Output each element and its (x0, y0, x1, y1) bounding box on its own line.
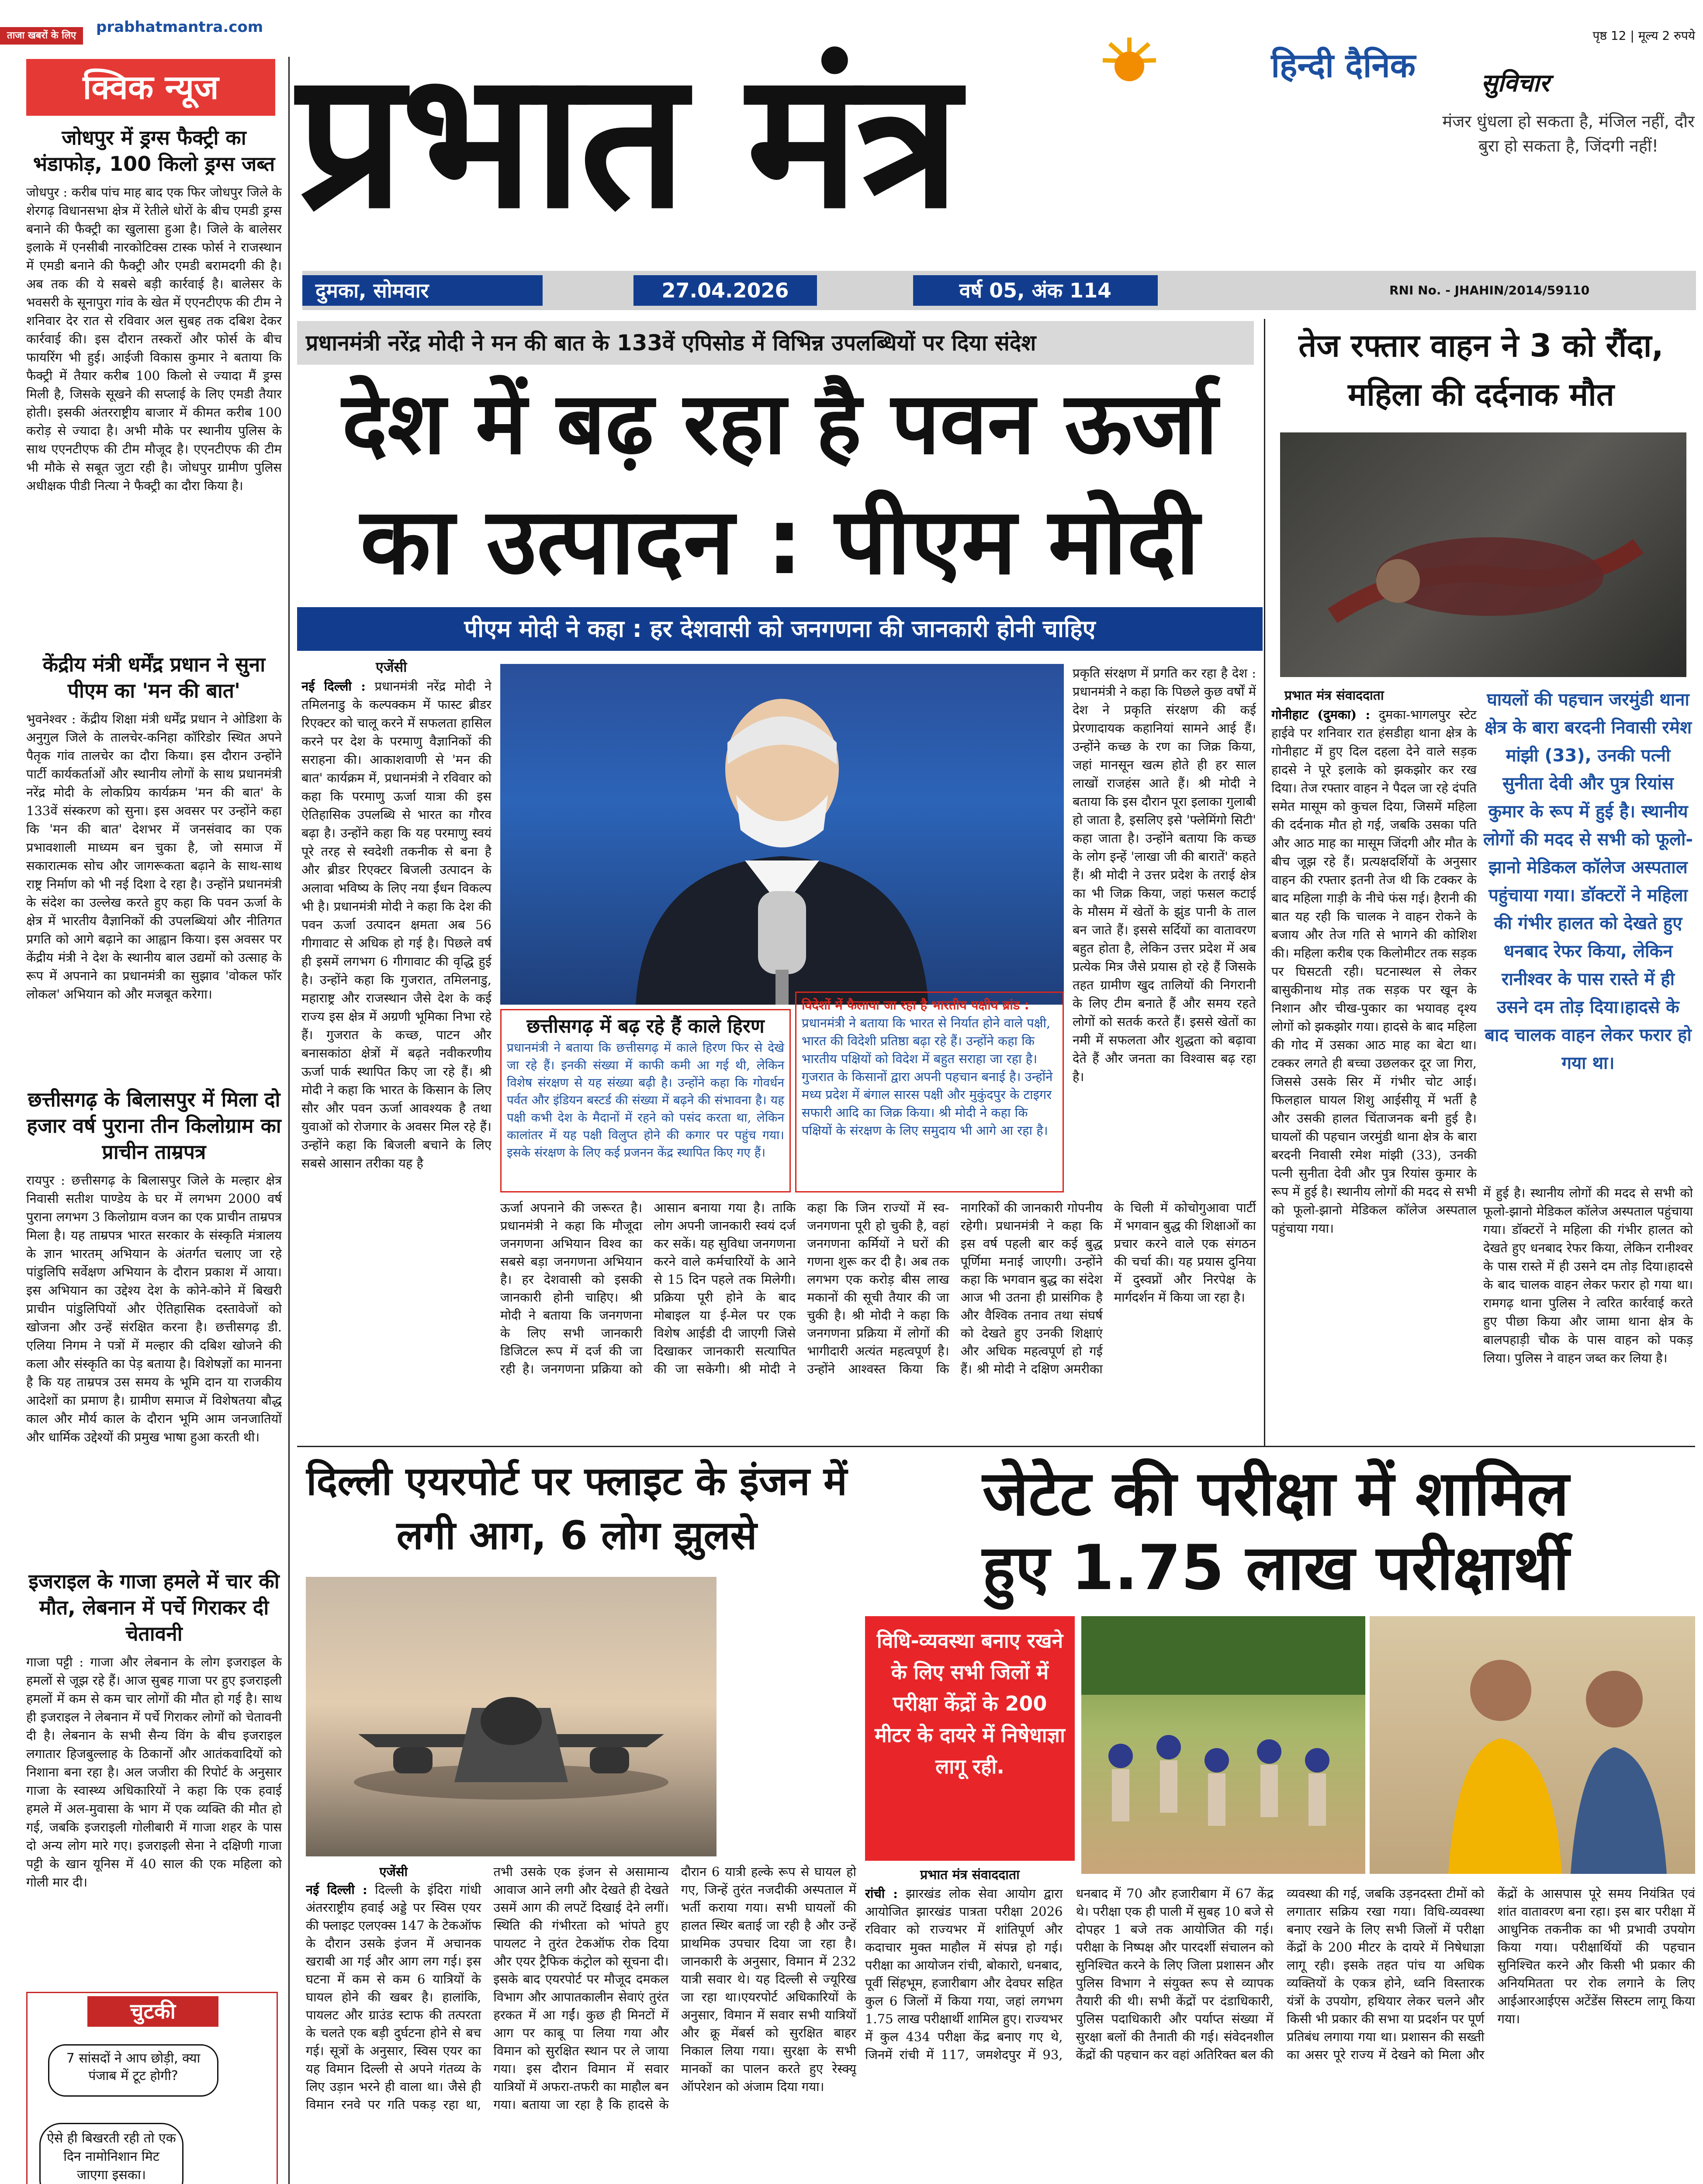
page-info: पृष्ठ 12 | मूल्य 2 रुपये (1592, 28, 1695, 43)
qn-body-3: रायपुर : छत्तीसगढ़ के बिलासपुर जिले के मल्हार क्षेत्र निवासी सतीश पाण्डेय के घर में लगभग 2000 वर्ष पुराना लगभग 3 किलोग्राम वजन का एक प्राचीन ताम्रपत्र मिला है। यह ताम्रपत्र भारत सरकार के संस्कृति मंत्रालय के ज्ञान भारतम् अभियान के अंतर्गत चलाए जा रहे पांडुलिपि सर्वेक्षण अभियान के दौरान प्रकाश में आया। इस अभियान का उद्देश्य देश के कोने-कोने में बिखरी प्राचीन पांडुलिपियों और ऐतिहासिक दस्तावेजों को खोजना और उन्हें संरक्षित करना है। छत्तीसगढ़ डी. एलिया निगम ने पत्रों में मल्हार की दबिश खोजने की कला और संस्कृति का पेड़ बताया है। विशेषज्ञों का मानना है कि यह ताम्रपत्र उस समय के भूमि दान या राजकीय आदेशों का प्रमाण है। ग्रामीण समाज में विशेषतया बौद्ध काल और मौर्य काल के दौरान भूमि आम जनजातियों और धार्मिक उद्देश्यों की प्रमुख भाषा हुआ करती थी। (26, 1173, 282, 1444)
lead-headline-2: का उत्पादन : पीएम मोदी (360, 488, 1200, 595)
airport-headline: दिल्ली एयरपोर्ट पर फ्लाइट के इंजन में लगी आग, 6 लोग झुलसे (306, 1458, 847, 1559)
airport-byline: एजेंसी (379, 1864, 408, 1879)
sun-icon (1101, 35, 1158, 87)
mid-page-rule (297, 1446, 1695, 1447)
issue-date: 27.04.2026 (633, 275, 817, 306)
jtet-headline-2: हुए 1.75 लाख परीक्षार्थी (982, 1532, 1569, 1604)
city-day: दुमका, सोमवार (302, 275, 543, 306)
lead-subhead: पीएम मोदी ने कहा : हर देशवासी को जनगणना की जानकारी होनी चाहिए (297, 607, 1263, 651)
lead-kicker: प्रधानमंत्री नरेंद्र मोदी ने मन की बात के 133वें एपिसोड में विभिन्न उपलब्धियों पर दिया संदेश (297, 321, 1254, 365)
jtet-dateline: रांची : (865, 1886, 898, 1901)
accident-body-text: दुमका-भागलपुर स्टेट हाईवे पर शनिवार रात हंसडीहा थाना क्षेत्र के गोनीहाट में हुए दिल दहला देने वाले सड़क हादसे ने पूरे इलाके को झकझोर कर रख दिया। तेज रफ्तार वाहन ने पैदल जा रहे दंपति समेत मासूम को कुचल दिया, जिसमें महिला की दर्दनाक मौत हो गई, जबकि उसका पति और आठ माह का मासूम जिंदगी और मौत के बीच जूझ रहे हैं। प्रत्यक्षदर्शियों के अनुसार वाहन की रफ्तार इतनी तेज थी कि टक्कर के बाद महिला गाड़ी के नीचे फंस गई। हैरानी की बात यह रही कि चालक ने वाहन रोकने के बजाय और तेज गति से भागने की कोशिश की। महिला करीब एक किलोमीटर तक सड़क पर घिसटती रही। घटनास्थल से लेकर बासुकीनाथ मोड़ तक सड़क पर खून के निशान और चीख-पुकार का भयावह दृश्य लोगों को झकझोर गया। हादसे के बाद महिला की गोद में उसका आठ माह का बेटा था। टक्कर लगते ही बच्चा उछलकर दूर जा गिरा, जिससे उसके सिर में गंभीर चोट आई। फिलहाल घायल शिशु आईसीयू में भर्ती है और उसकी हालत चिंताजनक बनी हुई है। घायलों की पहचान जरमुंडी थाना क्षेत्र के बारा बरदनी निवासी रमेश मांझी (33), उनकी पत्नी सुनीता देवी और पुत्र रियांस कुमार के रूप में हुई है। स्थानीय लोगों की मदद से सभी को फूलो-झानो मेडिकल कॉलेज अस्पताल पहुंचाया गया। (1271, 707, 1477, 1236)
sun-logo (1101, 35, 1158, 87)
accident-headline: तेज रफ्तार वाहन ने 3 को रौंदा, महिला की दर्दनाक मौत (1298, 327, 1664, 413)
airport-body (306, 1863, 856, 2184)
masthead-tag: ताजा खबरों के लिए देखें (0, 27, 83, 45)
cartoon-bubble-1: 7 सांसदों ने आप छोड़ी, क्या पंजाब में टूट होगी? (48, 2044, 218, 2097)
inset-hiran (500, 1009, 791, 1192)
airport-body-text: दिल्ली के इंदिरा गांधी अंतरराष्ट्रीय हवाई अड्डे पर स्विस एयर की फ्लाइट एलएक्स 147 के टेकऑफ के दौरान उसके इंजन में अचानक खराबी आ गई और आग लग गई। इस घटना में कम से कम 6 यात्रियों के घायल होने की खबर है। हालांकि, पायलट और ग्राउंड स्टाफ की तत्परता के चलते एक बड़ी दुर्घटना होने से बच गई। सूत्रों के अनुसार, स्विस एयर का यह विमान दिल्ली से अपने गंतव्य के लिए उड़ान भरने ही वाला था। जैसे ही विमान रनवे पर गति पकड़ रहा था, तभी उसके एक इंजन से असामान्य आवाज आने लगी और देखते ही देखते उसमें आग की लपटें दिखाई देने लगीं। स्थिति की गंभीरता को भांपते हुए पायलट ने तुरंत टेकऑफ रोक दिया और एयर ट्रैफिक कंट्रोल को सूचना दी। इसके बाद एयरपोर्ट पर मौजूद दमकल विभाग और आपातकालीन सेवाएं तुरंत हरकत में आ गईं। कुछ ही मिनटों में आग पर काबू पा लिया गया और विमान को सुरक्षित स्थान पर ले जाया गया। इस दौरान विमान में सवार यात्रियों में अफरा-तफरी का माहौल बन गया। बताया जा रहा है कि हादसे के दौरान 6 यात्री हल्के रूप से घायल हो गए, जिन्हें तुरंत नजदीकी अस्पताल में भर्ती कराया गया। सभी घायलों की हालत स्थिर बताई जा रही है और उन्हें प्राथमिक उपचार दिया जा रहा है। जानकारी के अनुसार, विमान में 232 यात्री सवार थे। यह दिल्ली से ज्यूरिख जा रहा था।एयरपोर्ट अधिकारियों के अनुसार, विमान में सवार सभी यात्रियों और क्रू मेंबर्स को सुरक्षित बाहर निकाल लिया गया। सुरक्षा के सभी मानकों का पालन करते हुए रेस्क्यू ऑपरेशन को अंजाम दिया गया। (306, 1864, 856, 2112)
issue-edition: वर्ष 05, अंक 114 (913, 275, 1158, 306)
cartoon-title: चुटकी (87, 1996, 218, 2027)
lead-continued: ऊर्जा अपनाने की जरूरत है। प्रधानमंत्री ने कहा कि मौजूदा जनगणना अभियान विश्व का सबसे बड़ा जनगणना अभियान है। हर देशवासी को इसकी जानकारी होनी चाहिए। श्री मोदी ने बताया कि जनगणना के लिए सभी जानकारी डिजिटल रूप में दर्ज की जा रही है। जनगणना प्रक्रिया को आसान बनाया गया है। ताकि लोग अपनी जानकारी स्वयं दर्ज कर सकें। यह सुविधा जनगणना करने वाले कर्मचारियों के आने से 15 दिन पहले तक मिलेगी। प्रक्रिया पूरी होने के बाद मोबाइल या ई-मेल पर एक विशेष आईडी दी जाएगी जिसे दिखाकर जानकारी सत्यापित की जा सकेगी। श्री मोदी ने कहा कि जिन राज्यों में स्व-जनगणना पूरी हो चुकी है, वहां जनगणना कर्मियों ने घरों की गणना शुरू कर दी है। अब तक लगभग एक करोड़ बीस लाख मकानों की सूची तैयार की जा चुकी है। श्री मोदी ने कहा कि जनगणना प्रक्रिया में लोगों की भागीदारी अत्यंत महत्वपूर्ण है। उन्होंने आश्वस्त किया कि नागरिकों की जानकारी गोपनीय रहेगी। प्रधानमंत्री ने कहा कि इस वर्ष पहली बार कई बुद्ध पूर्णिमा मनाई जाएगी। उन्होंने कहा कि भगवान बुद्ध का संदेश आज भी उतना ही प्रासंगिक है और वैश्विक तनाव तथा संघर्ष को देखते हुए उनकी शिक्षाएं और अधिक महत्वपूर्ण हो गई हैं। श्री मोदी ने दक्षिण अमरीका के चिली में कोचोगुआवा पार्टी में भगवान बुद्ध की शिक्षाओं का प्रचार करने वाले एक संगठन की चर्चा की। यह प्रयास दुनिया में दुस्वप्नों और निरपेक्ष के मार्गदर्शन में किया जा रहा है। (500, 1200, 1256, 1376)
right-column-divider (1264, 319, 1265, 1446)
inset-panchi-title: विदेशों में फैलाया जा रहा है भारतीय पक्षीय ब्रांड : (802, 998, 1029, 1013)
jtet-byline: प्रभात मंत्र संवाददाता (920, 1867, 1020, 1883)
jtet-photo-2 (1370, 1616, 1695, 1874)
cartoon-bubble-2: ऐसे ही बिखरती रही तो एक दिन नामोनिशान मिट जाएगा इसका। (39, 2123, 183, 2184)
qn-headline-4: इजराइल के गाजा हमले में चार की मौत, लेबनान में पर्चे गिराकर दी चेतावनी (28, 1569, 280, 1645)
qn-body-2: भुवनेश्वर : केंद्रीय शिक्षा मंत्री धर्मेंद्र प्रधान ने ओडिशा के अनुगुल जिले के तालचेर-कनिहा कॉरिडोर स्थित अपने पैतृक गांव तालचेर का दौरा किया। इस दौरान उन्होंने पार्टी कार्यकर्ताओं और स्थानीय लोगों के साथ प्रधानमंत्री नरेंद्र मोदी के लोकप्रिय कार्यक्रम 'मन की बात' के 133वें संस्करण को सुना। इस अवसर पर उन्होंने कहा कि 'मन की बात' देशभर में जनसंवाद का एक प्रभावशाली माध्यम बन चुका है, जो समाज में सकारात्मक सोच और जागरूकता बढ़ाने के साथ-साथ राष्ट्र निर्माण को भी नई दिशा दे रहा है। उन्होंने प्रधानमंत्री के संदेश का उल्लेख करते हुए कहा कि पवन ऊर्जा के क्षेत्र में भारतीय वैज्ञानिकों की उपलब्धियां और नीतिगत प्रगति को आगे बढ़ाने का आह्वान किया। इस अवसर पर केंद्रीय मंत्री ने देश के स्थानीय बाल उद्यमों को उत्साह के रूप में अपनाने का प्रधानमंत्री का सुझाव 'वोकल फॉर लोकल' अभियान को और मजबूत करेगा। (26, 712, 282, 1002)
qn-headline-1: जोधपुर में ड्रग्स फैक्ट्री का भंडाफोड़, 100 किलो ड्रग्स जब्त (33, 126, 275, 176)
thought-text: मंजर धुंधला हो सकता है, मंजिल नहीं, दौर बुरा हो सकता है, जिंदगी नहीं! (1442, 112, 1695, 156)
jtet-photo-1 (1081, 1616, 1365, 1874)
website-link[interactable]: prabhatmantra.com (96, 18, 263, 36)
thought-title: सुविचार (1481, 69, 1550, 97)
inset-panchi-body: प्रधानमंत्री ने बताया कि भारत से निर्यात होने वाले पक्षी, भारत की विदेशी प्रतिष्ठा बढ़ा रहे हैं। उन्होंने कहा कि भारतीय पक्षियों को विदेश में बहुत सराहा जा रहा है। गुजरात के किसानों द्वारा अपनी पहचान बनाई है। उन्होंने मध्य प्रदेश में बंगाल सारस पक्षी और मुकुंदपुर के टाइगर सफारी आदि का जिक्र किया। श्री मोदी ने कहा कि पक्षियों के संरक्षण के लिए समुदाय भी आगे आ रहा है। (802, 1016, 1053, 1138)
inset-panchi (795, 992, 1064, 1192)
modi-photo (500, 664, 1064, 1005)
lead-body-col-right: प्रकृति संरक्षण में प्रगति कर रहा है देश : प्रधानमंत्री ने कहा कि पिछले कुछ वर्षों में देश ने प्रकृति संरक्षण की कई प्रेरणादायक कहानियां सामने आई हैं। उन्होंने कच्छ के रण का जिक्र किया, जहां मानसून खत्म होते ही हर साल लाखों राजहंस आते हैं। श्री मोदी ने बताया कि इस दौरान पूरा इलाका गुलाबी हो जाता है, इसलिए इसे 'फ्लेमिंगो सिटी' कहा जाता है। उन्होंने बताया कि कच्छ के लोग इन्हें 'लाखा जी की बारातें' कहते हैं। श्री मोदी ने उत्तर प्रदेश के तराई क्षेत्र का भी जिक्र किया, जहां फसल कटाई के मौसम में खेतों के झुंड पानी के ताल बन जाते हैं। इससे सर्दियों का वातावरण बहुत होता है, लेकिन उत्तर प्रदेश में अब प्रत्येक मित्र जैसे प्रयास हो रहे हैं जिसके तहत ग्रामीण खुद तालियों की निगरानी के लिए टीम बनाते हैं और समय रहते लोगों को सतर्क करते हैं। इससे खेतों का नमी में सफलता और शुद्धता को बढ़ावा देते हैं और जनता का विश्वास बढ़ रहा है। (1073, 666, 1256, 1084)
lead-body-col1 (301, 677, 492, 1184)
accident-body (1271, 705, 1477, 1444)
qn-headline-2: केंद्रीय मंत्री धर्मेंद्र प्रधान ने सुना पीएम का 'मन की बात' (42, 653, 266, 702)
qn-body-4: गाजा पट्टी : गाजा और लेबनान के लोग इजराइल के हमलों से जूझ रहे हैं। आज सुबह गाजा पर हुए इजराइली हमलों में कम से कम चार लोगों की मौत हो गई है। साथ ही इजराइल ने लेबनान में पर्चे गिराकर लोगों को चेतावनी दी है। लेबनान के सभी सैन्य विंग के बीच इजराइल लगातार हिजबुल्लाह के ठिकानों और आतंकवादियों को निशाना बना रहा है। अल जजीरा की रिपोर्ट के अनुसार गाजा के स्वास्थ्य अधिकारियों ने कहा कि एक हवाई हमले में अल-मुवासा के भाग में एक व्यक्ति की मौत हो गई, जबकि इजराइली गोलीबारी में गाजा शहर के पास दो अन्य लोग मारे गए। इजराइली सेना ने दक्षिणी गाजा पट्टी के खान यूनिस में 40 साल की एक महिला को गोली मार दी। (26, 1655, 282, 1890)
masthead-title: प्रभात मंत्र (297, 29, 958, 250)
left-column-divider (288, 57, 290, 2184)
rni-number: RNI No. - JHAHIN/2014/59110 (1389, 283, 1590, 297)
jtet-highlight-box: विधि-व्यवस्था बनाए रखने के लिए सभी जिलों में परीक्षा केंद्रों के 200 मीटर के दायरे में निषेधाज्ञा लागू रही. (865, 1616, 1075, 1861)
lead-dateline: नई दिल्ली : (301, 679, 366, 694)
airport-dateline: नई दिल्ली : (306, 1882, 367, 1897)
accident-body-2: में हुई है। स्थानीय लोगों की मदद से सभी को फूलो-झानो मेडिकल कॉलेज अस्पताल पहुंचाया गया। डॉक्टरों ने महिला की गंभीर हालत को देखते हुए धनबाद रेफर किया, लेकिन रानीश्वर के पास रास्ते में ही उसने दम तोड़ दिया।हादसे के बाद चालक वाहन लेकर फरार हो गया था। रामगढ़ थाना पुलिस ने त्वरित कार्रवाई करते हुए पीछा किया और जामा थाना क्षेत्र के बालपहाड़ी चौक के पास वाहन को पकड़ लिया। पुलिस ने वाहन जब्त कर लिया है। (1483, 1185, 1693, 1365)
inset-hiran-body: प्रधानमंत्री ने बताया कि छत्तीसगढ़ में काले हिरण फिर से देखे जा रहे हैं। इनकी संख्या में काफी कमी आ गई थी, लेकिन विशेष संरक्षण से यह संख्या बढ़ी है। उन्होंने कहा कि गोवर्धन पर्वत और इंडियन बस्टर्ड की संख्या में बढ़ने की संभावना है। यह पक्षी कभी देश के मैदानों में रहने को पसंद करता था, लेकिन कालांतर में यह पक्षी विलुप्त होने की कगार पर पहुंच गया। इसके संरक्षण के लिए कई प्रजनन केंद्र स्थापित किए गए हैं। (507, 1040, 784, 1160)
accident-photo (1280, 432, 1686, 677)
accident-dateline: गोनीहाट (दुमका) : (1271, 707, 1371, 722)
accident-byline: प्रभात मंत्र संवाददाता (1284, 688, 1384, 703)
inset-hiran-title: छत्तीसगढ़ में बढ़ रहे हैं काले हिरण (526, 1015, 765, 1037)
lead-body-text: प्रधानमंत्री नरेंद्र मोदी ने तमिलनाडु के कल्पक्कम में फास्ट ब्रीडर रिएक्टर को चालू करने में सफलता हासिल करने पर देश के परमाणु वैज्ञानिकों की सराहना की। आकाशवाणी से 'मन की बात' कार्यक्रम में, प्रधानमंत्री ने रविवार को कहा कि परमाणु ऊर्जा यात्रा की इस ऐतिहासिक उपलब्धि से भारत का गौरव बढ़ा है। उन्होंने कहा कि यह परमाणु स्वयं पूरे तरह से स्वदेशी तकनीक से बना है और ब्रीडर रिएक्टर बिजली उत्पादन के अलावा भविष्य के लिए नया ईंधन विकल्प भी है। प्रधानमंत्री मोदी ने कहा कि देश की पवन ऊर्जा उत्पादन क्षमता अब 56 गीगावाट से अधिक हो गई है। पिछले वर्ष ही इसमें लगभग 6 गीगावाट की वृद्धि हुई है। उन्होंने कहा कि गुजरात, तमिलनाडु, महाराष्ट्र और राजस्थान जैसे देश के कई राज्य इस क्षेत्र में अग्रणी भूमिका निभा रहे हैं। गुजरात के कच्छ, पाटन और बनासकांठा क्षेत्रों में बढ़ते नवीकरणीय ऊर्जा पार्क स्थापित किए जा रहे हैं। श्री मोदी ने कहा कि भारत के किसान के लिए सौर और पवन ऊर्जा आवश्यक है तथा युवाओं को रोजगार के अवसर मिल रहे हैं। उन्होंने कहा कि बिजली बचाने के लिए सबसे आसान तरीका यह है (301, 679, 492, 1171)
masthead-subtitle: हिन्दी दैनिक (1271, 46, 1416, 85)
quick-news-banner: क्विक न्यूज (26, 59, 275, 116)
quick-news-column (26, 124, 282, 1618)
accident-highlight: घायलों की पहचान जरमुंडी थाना क्षेत्र के बारा बरदनी निवासी रमेश मांझी (33), उनकी पत्नी सुनीता देवी और पुत्र रियांस कुमार के रूप में हुई है। स्थानीय लोगों की मदद से सभी को फूलो-झानो मेडिकल कॉलेज अस्पताल पहुंचाया गया। डॉक्टरों ने महिला की गंभीर हालत को देखते हुए धनबाद रेफर किया, लेकिन रानीश्वर के पास रास्ते में ही उसने दम तोड़ दिया।हादसे के बाद चालक वाहन लेकर फरार हो गया था। (1483, 690, 1693, 1073)
jtet-body (865, 1885, 1695, 2184)
jtet-headline-1: जेटेट की परीक्षा में शामिल (982, 1458, 1569, 1530)
airport-photo (306, 1577, 717, 1856)
lead-byline: एजेंसी (376, 659, 407, 675)
jtet-body-text: झारखंड लोक सेवा आयोग द्वारा आयोजित झारखंड पात्रता परीक्षा 2026 रविवार को राज्यभर में शांतिपूर्ण और कदाचार मुक्त माहौल में संपन्न हो गई। परीक्षा का आयोजन रांची, बोकारो, धनबाद, पूर्वी सिंहभूम, हजारीबाग और देवघर सहित कुल 6 जिलों में किया गया, जहां लगभग 1.75 लाख परीक्षार्थी शामिल हुए। राज्यभर में कुल 434 परीक्षा केंद्र बनाए गए थे, जिनमें रांची में 117, जमशेदपुर में 93, धनबाद में 70 और हजारीबाग में 67 केंद्र थे। परीक्षा एक ही पाली में सुबह 10 बजे से दोपहर 1 बजे तक आयोजित की गई। परीक्षा के निष्पक्ष और पारदर्शी संचालन को सुनिश्चित करने के लिए जिला प्रशासन और पुलिस विभाग ने संयुक्त रूप से व्यापक तैयारी की थी। सभी केंद्रों पर दंडाधिकारी, पुलिस पदाधिकारी और पर्याप्त संख्या में सुरक्षा बलों की तैनाती की गई। संवेदनशील केंद्रों की पहचान कर वहां अतिरिक्त बल की व्यवस्था की गई, जबकि उड़नदस्ता टीमों को लगातार सक्रिय रखा गया। विधि-व्यवस्था बनाए रखने के लिए सभी जिलों में परीक्षा केंद्रों के 200 मीटर के दायरे में निषेधाज्ञा लागू रही। इसके तहत पांच या अधिक व्यक्तियों के एकत्र होने, ध्वनि विस्तारक यंत्रों के उपयोग, हथियार लेकर चलने और किसी भी प्रकार की सभा या प्रदर्शन पर पूर्ण प्रतिबंध लगाया गया था। प्रशासन की सख्ती का असर पूरे राज्य में देखने को मिला और केंद्रों के आसपास पूरे समय नियंत्रित एवं शांत वातावरण बना रहा। इस बार परीक्षा में आधुनिक तकनीक का भी प्रभावी उपयोग किया गया। परीक्षार्थियों की पहचान सुनिश्चित करने और किसी भी प्रकार की अनियमितता पर रोक लगाने के लिए आईआरआईएस अटेंडेंस सिस्टम लागू किया गया। (865, 1886, 1695, 2062)
lead-headline-1: देश में बढ़ रहा है पवन ऊर्जा (342, 374, 1218, 473)
qn-headline-3: छत्तीसगढ़ के बिलासपुर में मिला दो हजार वर्ष पुराना तीन किलोग्राम का प्राचीन ताम्रपत्र (27, 1088, 281, 1164)
qn-body-1: जोधपुर : करीब पांच माह बाद एक फिर जोधपुर जिले के शेरगढ़ विधानसभा क्षेत्र में रेतीले धोरों के बीच एमडी ड्रग्स बनाने की फैक्ट्री का खुलासा हुआ है। जिले के बालेसर इलाके में एनसीबी नारकोटिक्स टास्क फोर्स ने राजस्थान में एमडी बनाने की फैक्ट्री और एमडी बरामदगी की है। अब तक की ये सबसे बड़ी कार्रवाई है। बालेसर के भवसरी के सूनापुरा गांव के खेत में एएनटीएफ की टीम ने शनिवार देर रात से रविवार अल सुबह तक दबिश देकर कार्रवाई की। इस दौरान तस्करों और फोर्स के बीच फायरिंग भी हुई। आईजी विकास कुमार ने बताया कि फैक्ट्री में तैयार करीब 100 किलो से ज्यादा मैं ड्रग्स मिली है, जिसके सूखने की सप्लाई के लिए एमडी तैयार होती। इसकी अंतरराष्ट्रीय बाजार में कीमत करीब 100 करोड़ से ज्यादा है। अभी मौके पर स्थानीय पुलिस के साथ एएनटीएफ की टीम मौजूद है। एएनटीएफ की टीम भी मौके से सबूत जुटा रही है। जोधपुर ग्रामीण पुलिस अधीक्षक पीडी नित्या ने फैक्ट्री का दौरा किया है। (26, 185, 282, 493)
